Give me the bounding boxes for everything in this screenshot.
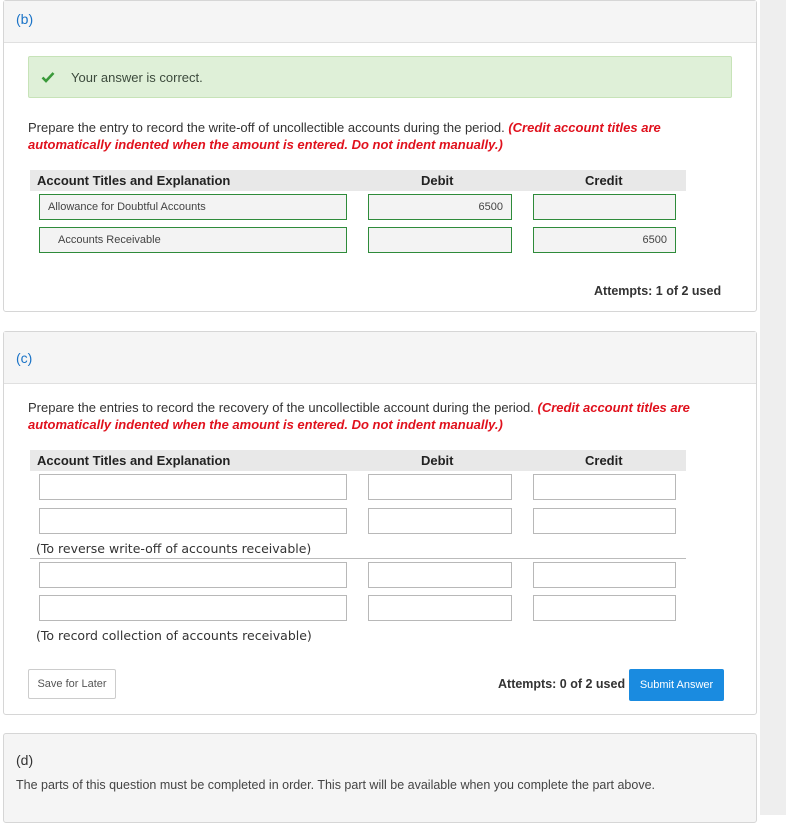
part-c-panel — [3, 331, 757, 715]
part-b-prompt-text: Prepare the entry to record the write-off of uncollectible accounts during the period. — [28, 120, 505, 135]
header-credit: Credit — [585, 453, 623, 468]
part-c-note: (Credit account titles are automatically indented when the amount is entered. Do not indent manually.) — [28, 400, 690, 432]
save-for-later-button[interactable]: Save for Later — [28, 669, 116, 699]
part-b-panel — [3, 0, 757, 312]
debit-input[interactable] — [368, 508, 512, 534]
part-b-prompt — [28, 119, 728, 153]
debit-value: 6500 — [478, 201, 503, 213]
account-input[interactable] — [39, 508, 347, 534]
debit-input[interactable] — [368, 562, 512, 588]
account-input[interactable] — [39, 595, 347, 621]
debit-input[interactable] — [368, 595, 512, 621]
submit-answer-button[interactable]: Submit Answer — [629, 669, 724, 701]
part-b-label: (b) — [16, 11, 34, 27]
header-debit: Debit — [421, 173, 454, 188]
part-d-panel — [3, 733, 757, 823]
debit-field[interactable] — [368, 194, 512, 220]
debit-input[interactable] — [368, 474, 512, 500]
header-credit: Credit — [585, 173, 623, 188]
checkmark-icon — [41, 70, 55, 84]
part-d-label: (d) — [16, 752, 34, 768]
credit-input[interactable] — [533, 562, 676, 588]
credit-field[interactable] — [533, 227, 676, 253]
entry-1-explanation: (To reverse write-off of accounts receivable) — [36, 541, 312, 556]
account-value: Accounts Receivable — [58, 234, 161, 246]
header-debit: Debit — [421, 453, 454, 468]
feedback-banner — [28, 56, 732, 98]
part-c-table-header — [30, 450, 686, 471]
part-d-message: The parts of this question must be completed in order. This part will be available when you complete the part above. — [16, 778, 656, 792]
entry-2-explanation: (To record collection of accounts receivable) — [36, 628, 312, 643]
debit-field[interactable] — [368, 227, 512, 253]
part-c-label: (c) — [16, 350, 33, 366]
header-account: Account Titles and Explanation — [37, 173, 231, 188]
part-b-header — [4, 1, 756, 43]
account-field[interactable] — [39, 194, 347, 220]
part-b-attempts: Attempts: 1 of 2 used — [594, 284, 722, 298]
feedback-text: Your answer is correct. — [71, 69, 203, 85]
part-b-table-header — [30, 170, 686, 191]
credit-value: 6500 — [642, 234, 667, 246]
account-input[interactable] — [39, 474, 347, 500]
part-b-note: (Credit account titles are automatically indented when the amount is entered. Do not indent manually.) — [28, 120, 661, 152]
credit-input[interactable] — [533, 508, 676, 534]
header-account: Account Titles and Explanation — [37, 453, 231, 468]
part-c-prompt-text: Prepare the entries to record the recovery of the uncollectible account during the period. — [28, 400, 534, 415]
account-input[interactable] — [39, 562, 347, 588]
part-c-prompt — [28, 399, 728, 433]
credit-field[interactable] — [533, 194, 676, 220]
credit-input[interactable] — [533, 474, 676, 500]
account-field[interactable] — [39, 227, 347, 253]
part-c-attempts: Attempts: 0 of 2 used — [498, 677, 626, 691]
part-c-header — [4, 332, 756, 384]
account-value: Allowance for Doubtful Accounts — [48, 201, 206, 213]
entry-divider — [30, 558, 686, 559]
right-scroll-rail — [760, 0, 786, 815]
credit-input[interactable] — [533, 595, 676, 621]
